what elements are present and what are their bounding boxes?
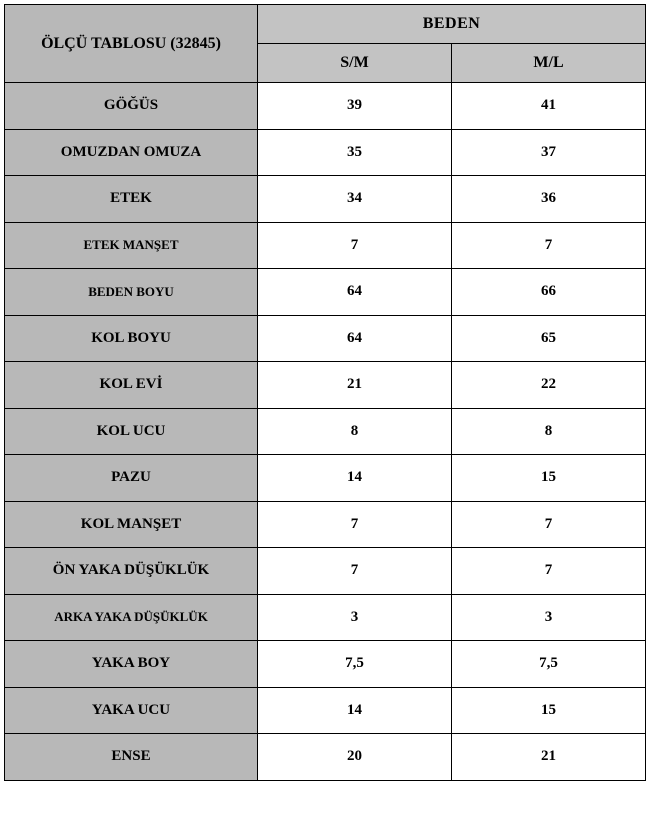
- row-label: ENSE: [5, 734, 258, 781]
- row-label: YAKA BOY: [5, 641, 258, 688]
- column-header-sm: S/M: [258, 44, 452, 83]
- cell-ml: 7,5: [452, 641, 646, 688]
- cell-ml: 65: [452, 315, 646, 362]
- column-header-ml: M/L: [452, 44, 646, 83]
- cell-ml: 15: [452, 687, 646, 734]
- row-label: ARKA YAKA DÜŞÜKLÜK: [5, 594, 258, 641]
- cell-sm: 7: [258, 548, 452, 595]
- cell-ml: 3: [452, 594, 646, 641]
- cell-ml: 7: [452, 501, 646, 548]
- table-row: [5, 176, 646, 223]
- cell-sm: 3: [258, 594, 452, 641]
- page-title: ÖLÇÜ TABLOSU (32845): [5, 5, 258, 83]
- table-row: [5, 548, 646, 595]
- row-label: KOL UCU: [5, 408, 258, 455]
- cell-sm: 14: [258, 455, 452, 502]
- cell-sm: 7,5: [258, 641, 452, 688]
- table-row: [5, 687, 646, 734]
- row-label: KOL MANŞET: [5, 501, 258, 548]
- cell-ml: 21: [452, 734, 646, 781]
- group-header-beden: BEDEN: [258, 5, 646, 44]
- cell-sm: 64: [258, 315, 452, 362]
- row-label: KOL BOYU: [5, 315, 258, 362]
- table-row: [5, 269, 646, 316]
- table-row: [5, 222, 646, 269]
- table-row: [5, 83, 646, 130]
- cell-sm: 7: [258, 222, 452, 269]
- row-label: ÖN YAKA DÜŞÜKLÜK: [5, 548, 258, 595]
- row-label: OMUZDAN OMUZA: [5, 129, 258, 176]
- cell-ml: 8: [452, 408, 646, 455]
- row-label: YAKA UCU: [5, 687, 258, 734]
- cell-sm: 35: [258, 129, 452, 176]
- table-row: [5, 641, 646, 688]
- cell-sm: 14: [258, 687, 452, 734]
- table-header: [5, 5, 646, 83]
- header-row-title: [5, 5, 646, 44]
- cell-sm: 34: [258, 176, 452, 223]
- table-row: [5, 408, 646, 455]
- table-row: [5, 594, 646, 641]
- row-label: PAZU: [5, 455, 258, 502]
- cell-ml: 66: [452, 269, 646, 316]
- cell-ml: 22: [452, 362, 646, 409]
- cell-sm: 7: [258, 501, 452, 548]
- table-row: [5, 315, 646, 362]
- cell-ml: 15: [452, 455, 646, 502]
- table-row: [5, 362, 646, 409]
- cell-ml: 7: [452, 222, 646, 269]
- cell-ml: 36: [452, 176, 646, 223]
- row-label: ETEK: [5, 176, 258, 223]
- table-row: [5, 129, 646, 176]
- size-chart-table: [4, 4, 646, 781]
- cell-sm: 8: [258, 408, 452, 455]
- table-body: [5, 83, 646, 781]
- cell-ml: 7: [452, 548, 646, 595]
- row-label: ETEK MANŞET: [5, 222, 258, 269]
- table-row: [5, 734, 646, 781]
- cell-sm: 64: [258, 269, 452, 316]
- table-row: [5, 501, 646, 548]
- row-label: GÖĞÜS: [5, 83, 258, 130]
- cell-sm: 20: [258, 734, 452, 781]
- cell-ml: 41: [452, 83, 646, 130]
- cell-sm: 21: [258, 362, 452, 409]
- cell-sm: 39: [258, 83, 452, 130]
- table-row: [5, 455, 646, 502]
- row-label: BEDEN BOYU: [5, 269, 258, 316]
- cell-ml: 37: [452, 129, 646, 176]
- row-label: KOL EVİ: [5, 362, 258, 409]
